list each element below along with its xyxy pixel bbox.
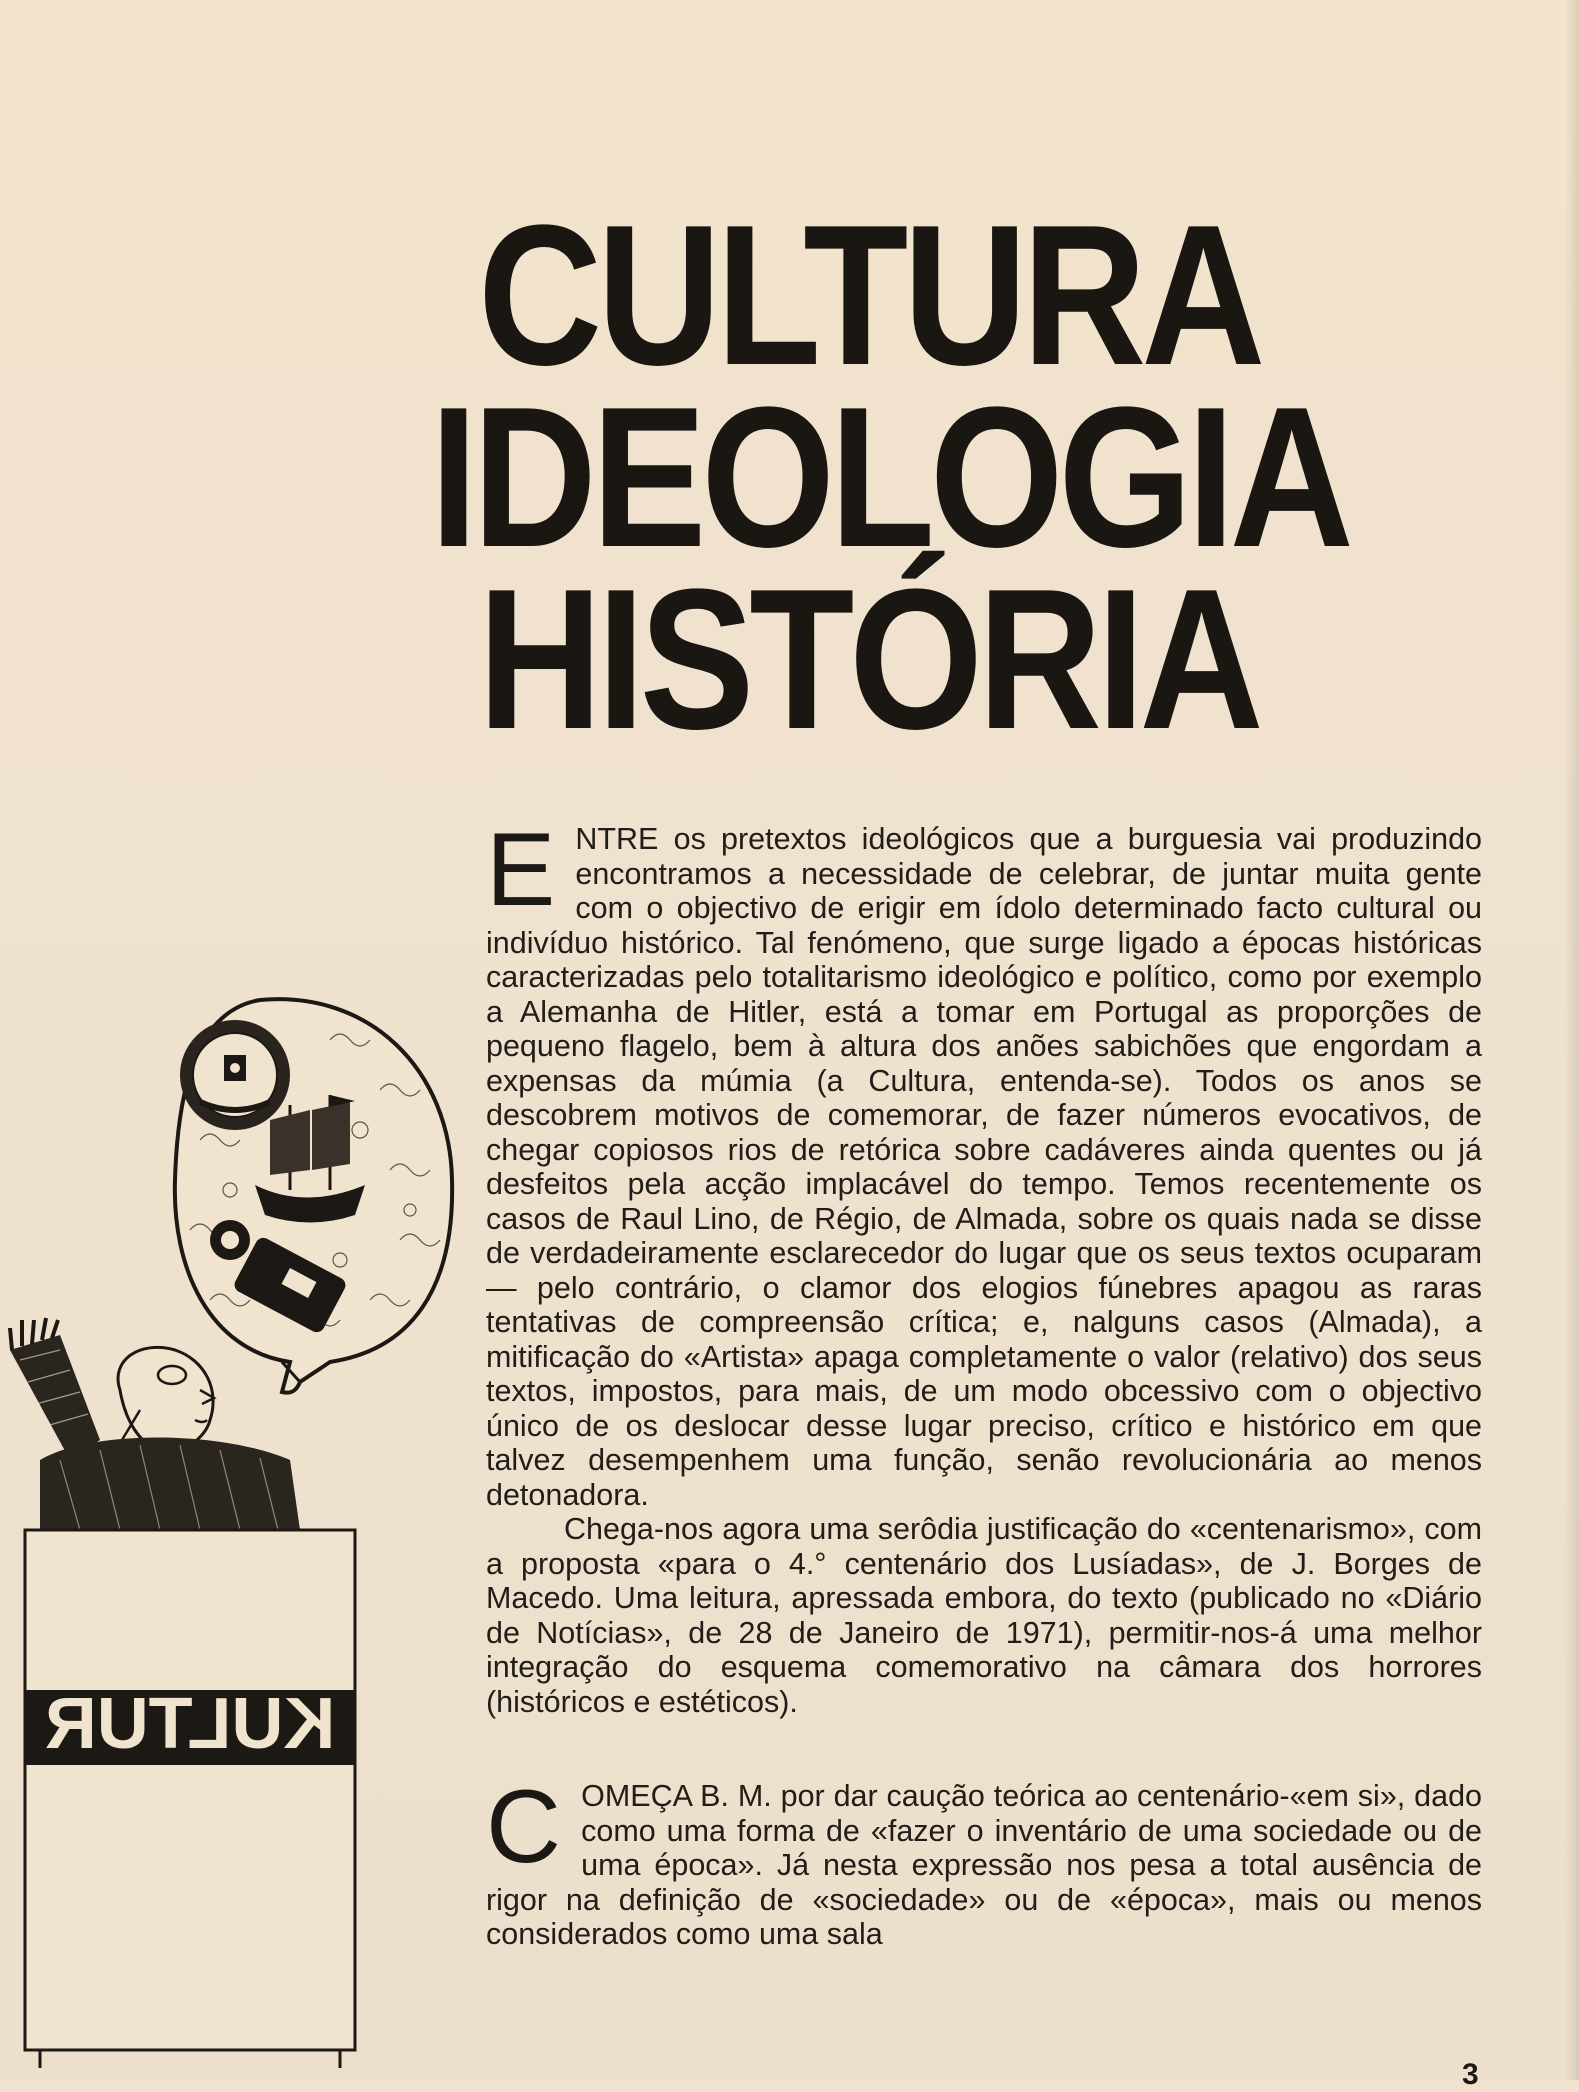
headline-line-cultura: CULTURA xyxy=(478,184,1261,407)
man-figure xyxy=(10,1318,355,2068)
speech-bubble xyxy=(175,999,452,1393)
kultur-cartoon-illustration xyxy=(0,990,470,2080)
paragraph-1-text: NTRE os pretextos ideológicos que a burguesia vai produzindo encontramos a necessidade de celebrar, de juntar muita gente com o objectivo de erigir em ídolo determinado facto cultural ou indivíduo histórico. Tal fenómeno, que surge ligado a épocas históricas caracterizadas pelo totalitarismo ideológico e político, como por exemplo a Alemanha de Hitler, está a tomar em Portugal as proporções de pequeno flagelo, bem à altura dos anões sabichões que engordam a expensas da múmia (a Cultura, entenda-se). Todos os anos se descobrem motivos de comemorar, de fazer números evocativos, de chegar copiosos rios de retórica sobre cadáveres ainda quentes ou já desfeitos pela acção implacável do tempo. Temos recentemente os casos de Raul Lino, de Régio, de Almada, sobre os quais nada se disse de verdadeiramente esclarecedor do lugar que os seus textos ocuparam — pelo contrário, o clamor dos elogios fúnebres apagou as raras tentativas de compreensão crítica; e, nalguns casos (Almada), a mitificação do «Artista» apaga completamente o valor (relativo) dos seus textos, impostos, para mais, de um modo obcessivo com o objectivo único de os deslocar desse lugar preciso, crítico e histórico em que talvez desempenhem uma função, senão revolucionária ao menos detonadora. xyxy=(486,822,1482,1512)
article-body xyxy=(486,812,1482,1952)
drop-cap-c: C xyxy=(486,1769,562,1885)
paragraph-3-text: OMEÇA B. M. por dar caução teórica ao centenário-«em si», dado como uma forma de «fazer o inventário de uma sociedade ou de uma época». Já nesta expressão nos pesa a total ausência de rigor na definição de «sociedade» ou de «época», mais ou menos considerados como uma sala xyxy=(486,1779,1482,1951)
coat-of-arms-plate xyxy=(180,1020,290,1130)
page-edge-shadow xyxy=(1565,0,1579,2080)
headline-line-ideologia: IDEOLOGIA xyxy=(430,366,1349,589)
page-number: 3 xyxy=(1462,2058,1479,2091)
article-paragraph-1 xyxy=(486,812,1482,1512)
article-paragraph-2: Chega-nos agora uma serôdia justificação do «centenarismo», com a proposta «para o 4.° centenário dos Lusíadas», de J. Borges de Macedo. Uma leitura, apressada embora, do texto (publicado no «Diário de Notícias», de 28 de Janeiro de 1971), permitir-nos-á uma melhor integração do esquema comemorativo na câmara dos horrores (históricos e estéticos). xyxy=(486,1512,1482,1719)
kultur-box-label: KULTUR xyxy=(44,1684,336,1764)
section-gap xyxy=(486,1719,1482,1779)
article-paragraph-3 xyxy=(486,1769,1482,1952)
headline-line-historia: HISTÓRIA xyxy=(478,548,1259,771)
drop-cap-e: E xyxy=(486,812,556,928)
headline xyxy=(430,184,1550,771)
